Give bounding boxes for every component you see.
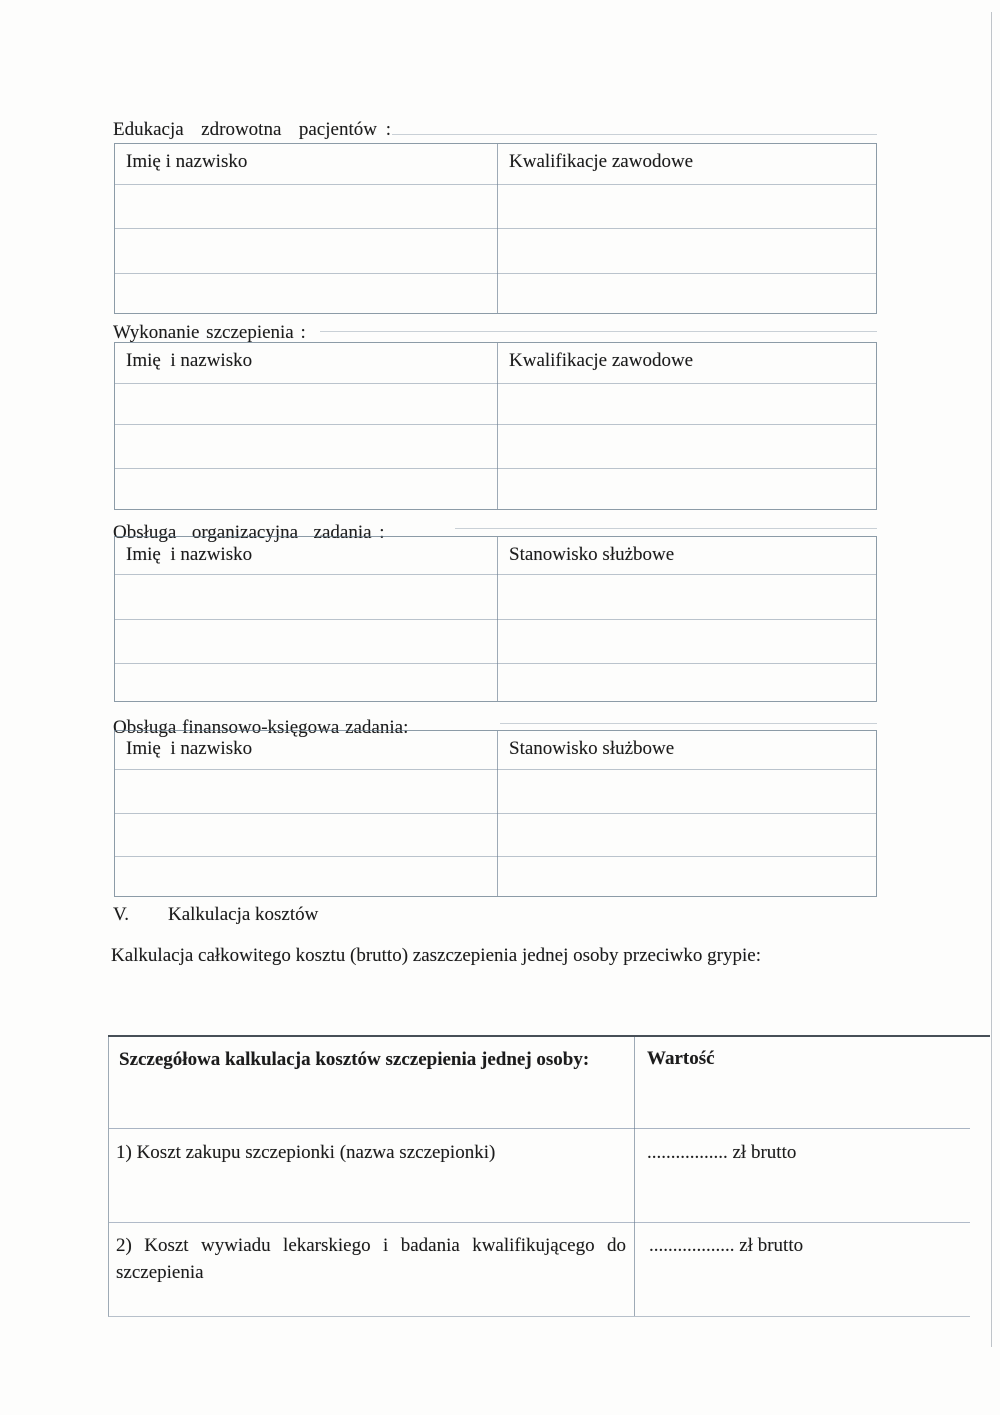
staff-table-organizacyjna	[114, 536, 877, 702]
section-label-finansowa: Obsługa finansowo-księgowa zadania:	[113, 717, 409, 738]
table-row-divider	[115, 383, 876, 384]
table-row-divider	[115, 424, 876, 425]
staff-table-finansowa	[114, 730, 877, 897]
intro-paragraph: Kalkulacja całkowitego kosztu (brutto) zaszczepienia jednej osoby przeciwko grypie:	[111, 945, 761, 966]
table-row-divider	[115, 184, 876, 185]
table-row-divider	[115, 228, 876, 229]
section-number: V.	[113, 904, 130, 925]
cost-header-item: Szczegółowa kalkulacja kosztów szczepienia jednej osoby:	[119, 1049, 590, 1070]
scan-artifact-line	[455, 528, 877, 529]
table-row-divider	[115, 663, 876, 664]
table-row-divider	[115, 813, 876, 814]
cost-row-value: .................. zł brutto	[649, 1235, 804, 1256]
cost-table	[108, 1037, 970, 1317]
column-header-name: Imię i nazwisko	[126, 738, 253, 759]
staff-table-edukacja	[114, 143, 877, 314]
column-header-position: Stanowisko służbowe	[509, 544, 675, 565]
column-header-name: Imię i nazwisko	[126, 350, 253, 371]
column-header-position: Stanowisko służbowe	[509, 738, 675, 759]
table-row-divider	[115, 619, 876, 620]
scan-artifact-line	[392, 134, 877, 135]
scan-artifact-line	[500, 723, 877, 724]
section-label-edukacja: Edukacja zdrowotna pacjentów :	[113, 119, 391, 140]
cost-row-item: 2) Koszt wywiadu lekarskiego i badania kwalifikującego do szczepienia	[116, 1235, 626, 1283]
column-divider	[634, 1037, 635, 1316]
column-header-qualifications: Kwalifikacje zawodowe	[509, 350, 694, 371]
table-row-divider	[115, 468, 876, 469]
scan-artifact-line	[320, 331, 877, 332]
table-row-divider	[115, 273, 876, 274]
staff-table-wykonanie	[114, 342, 877, 510]
column-header-name: Imię i nazwisko	[126, 151, 248, 172]
page-edge-scan-line	[991, 12, 992, 1347]
column-header-qualifications: Kwalifikacje zawodowe	[509, 151, 694, 172]
section-title: Kalkulacja kosztów	[168, 904, 319, 925]
table-row-divider	[115, 574, 876, 575]
cost-row-item: 1) Koszt zakupu szczepionki (nazwa szczepionki)	[116, 1142, 496, 1163]
cost-header-value: Wartość	[647, 1048, 715, 1069]
section-label-organizacyjna: Obsługa organizacyjna zadania :	[113, 522, 385, 543]
table-row-divider	[115, 856, 876, 857]
section-label-wykonanie: Wykonanie szczepienia :	[113, 322, 306, 343]
cost-row-value: ................. zł brutto	[647, 1142, 797, 1163]
table-row-divider	[115, 769, 876, 770]
column-header-name: Imię i nazwisko	[126, 544, 253, 565]
